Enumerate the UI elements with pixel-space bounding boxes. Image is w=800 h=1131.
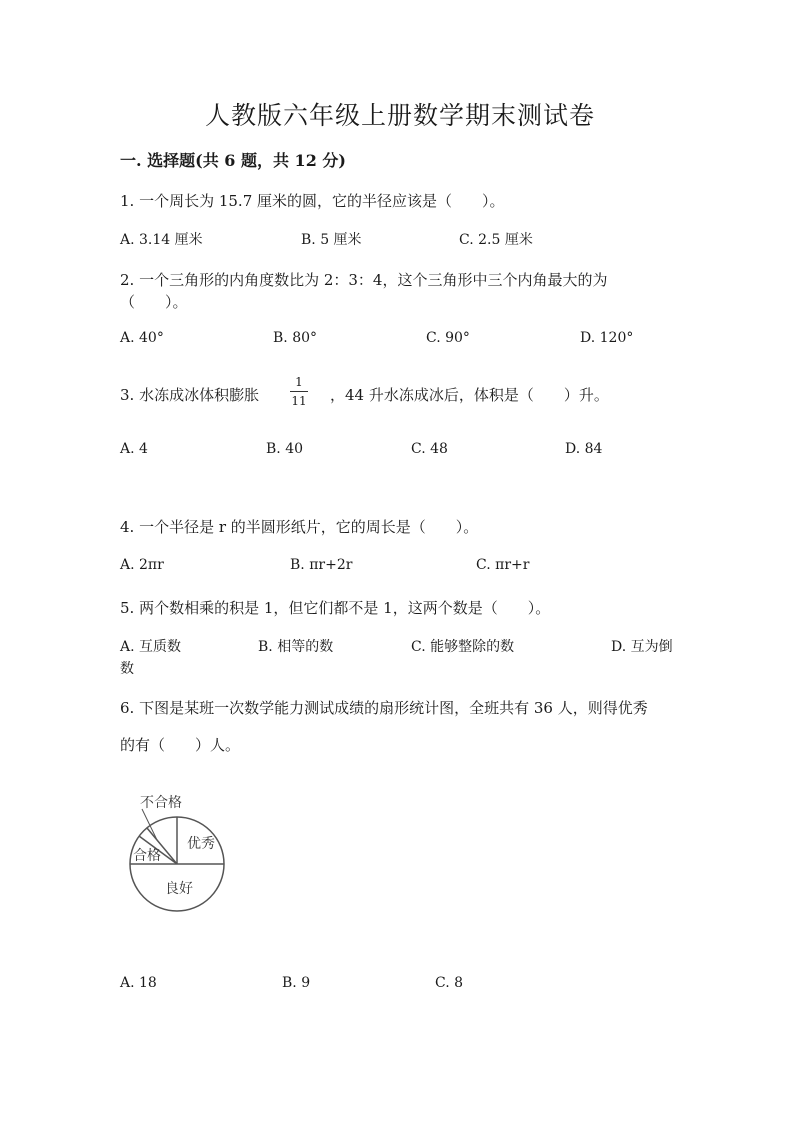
question-1-option-c: C. 2.5 厘米 <box>459 232 533 248</box>
question-6-option-b: B. 9 <box>282 975 311 991</box>
page-title: 人教版六年级上册数学期末测试卷 <box>204 101 595 130</box>
question-3-stem-end: ，44 升水冻成冰后，体积是（ ）升。 <box>330 386 609 404</box>
pie-chart-grades <box>120 780 240 920</box>
label-pass: 合格 <box>133 848 161 864</box>
fraction-numerator: 1 <box>295 375 303 389</box>
question-5-option-a: A. 互质数 <box>120 639 182 655</box>
question-3-option-d: D. 84 <box>565 441 603 457</box>
section-heading: 一. 选择题(共 6 题，共 12 分) <box>120 151 346 170</box>
question-1-option-a: A. 3.14 厘米 <box>120 232 203 248</box>
question-3-option-c: C. 48 <box>411 441 448 457</box>
question-4-option-c: C. πr+r <box>476 557 530 573</box>
fraction-denominator: 11 <box>291 394 307 408</box>
question-4-stem: 4. 一个半径是 r 的半圆形纸片，它的周长是（ ）。 <box>120 518 479 536</box>
question-6-option-c: C. 8 <box>435 975 464 991</box>
question-5-stem: 5. 两个数相乘的积是 1，但它们都不是 1，这两个数是（ ）。 <box>120 599 551 617</box>
question-2-option-a: A. 40° <box>120 330 164 346</box>
question-3-option-b: B. 40 <box>266 441 304 457</box>
question-2-option-d: D. 120° <box>580 330 634 346</box>
label-excellent: 优秀 <box>187 836 215 852</box>
question-2-option-b: B. 80° <box>273 330 318 346</box>
question-1-option-b: B. 5 厘米 <box>301 232 362 248</box>
question-4-option-a: A. 2πr <box>120 557 164 573</box>
question-3-option-a: A. 4 <box>120 441 148 457</box>
fraction-one-eleventh <box>290 375 308 408</box>
label-good: 良好 <box>165 881 193 897</box>
label-fail: 不合格 <box>140 795 182 811</box>
question-5-option-d-wrap: 数 <box>120 661 134 677</box>
question-6-stem-line2: 的有（ ）人。 <box>120 736 241 754</box>
question-2-option-c: C. 90° <box>426 330 470 346</box>
question-3-stem-start: 3. 水冻成冰体积膨胀 <box>120 386 260 404</box>
question-5-option-c: C. 能够整除的数 <box>411 639 515 655</box>
question-5-option-b: B. 相等的数 <box>258 639 334 655</box>
question-6-stem-line1: 6. 下图是某班一次数学能力测试成绩的扇形统计图，全班共有 36 人，则得优秀 <box>120 699 648 717</box>
question-5-option-d: D. 互为倒 <box>611 639 673 655</box>
question-2-stem-line1: 2. 一个三角形的内角度数比为 2：3：4，这个三角形中三个内角最大的为 <box>120 271 608 289</box>
question-2-stem-line2: （ ）。 <box>120 293 188 311</box>
question-6-option-a: A. 18 <box>120 975 157 991</box>
question-4-option-b: B. πr+2r <box>290 557 353 573</box>
question-1-stem: 1. 一个周长为 15.7 厘米的圆，它的半径应该是（ ）。 <box>120 192 505 210</box>
fail-label-leader <box>142 809 157 840</box>
fraction-bar <box>290 391 308 392</box>
